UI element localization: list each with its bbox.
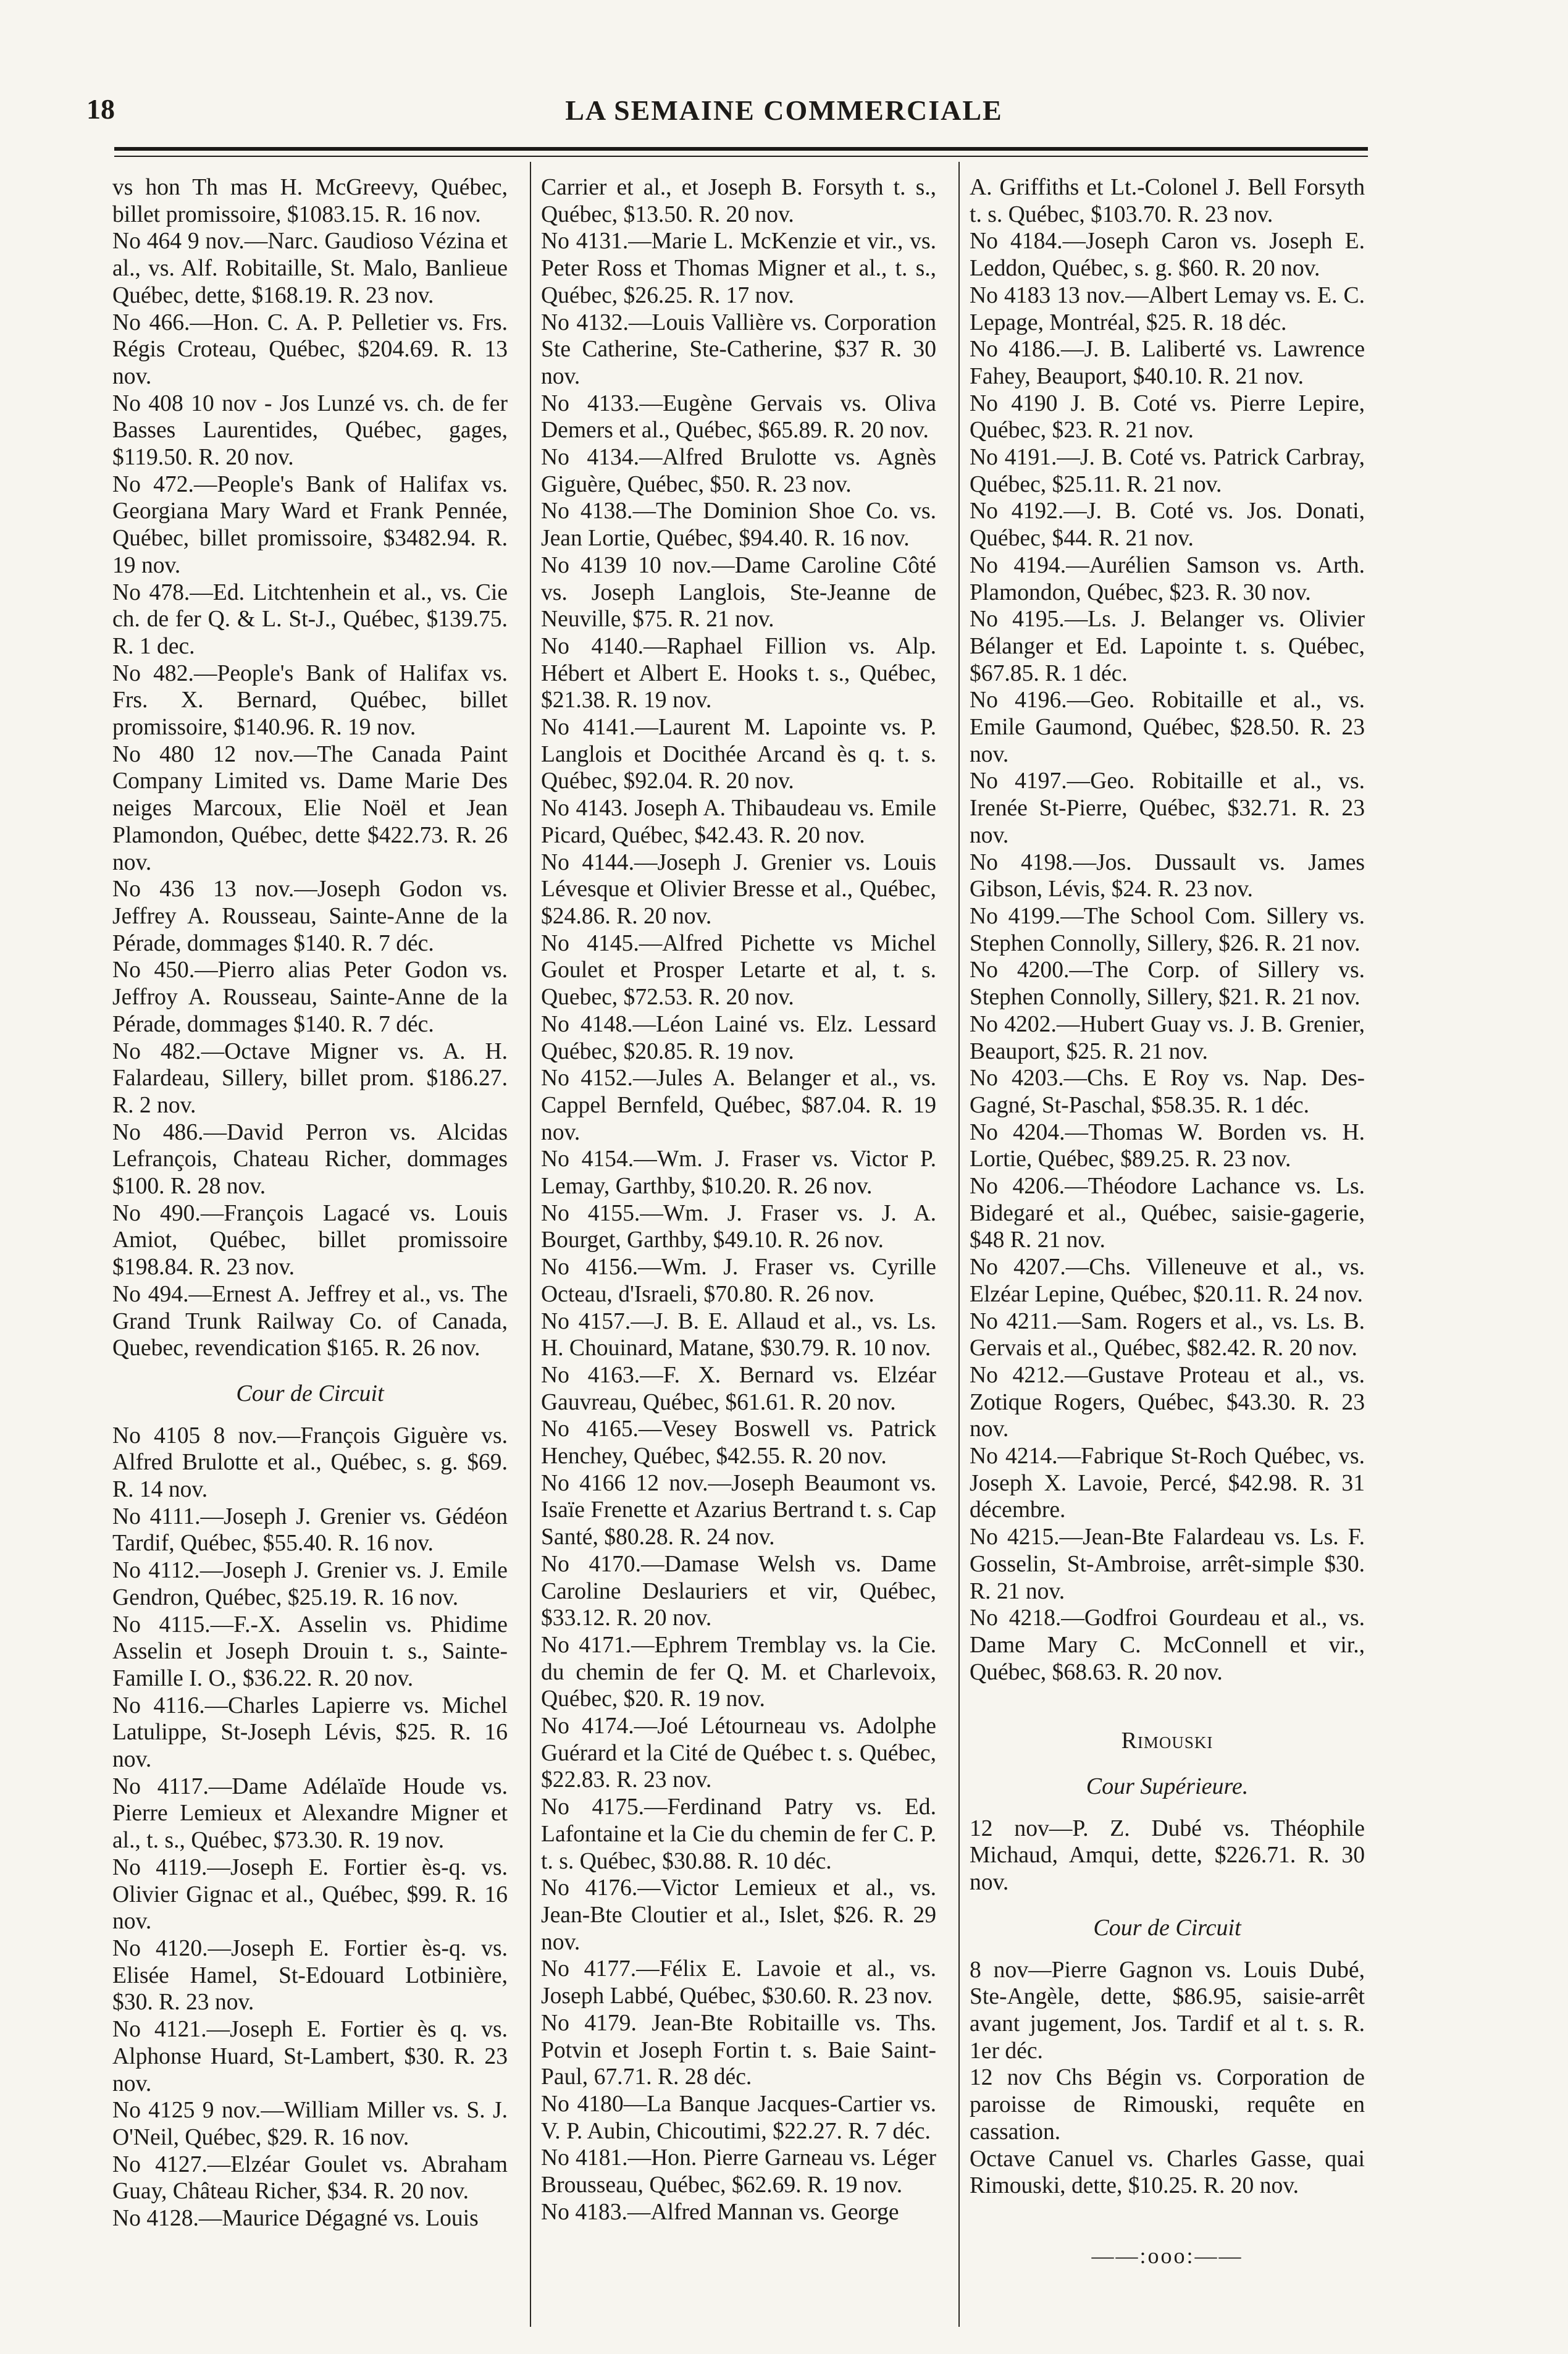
court-entry: No 4115.—F.-X. Asselin vs. Phidime Asselin et Joseph Drouin t. s., Sainte-Famille I. O., $36.22. R. 20 nov. — [112, 1612, 508, 1691]
column-1-entries-a — [112, 174, 508, 1362]
court-entry: No 4154.—Wm. J. Fraser vs. Victor P. Lemay, Garthby, $10.20. R. 26 nov. — [541, 1146, 936, 1200]
court-entry: No 4165.—Vesey Boswell vs. Patrick Henchey, Québec, $42.55. R. 20 nov. — [541, 1416, 936, 1469]
court-entry: No 4112.—Joseph J. Grenier vs. J. Emile Gendron, Québec, $25.19. R. 16 nov. — [112, 1558, 508, 1610]
court-entry: No 4204.—Thomas W. Borden vs. H. Lortie, Québec, $89.25. R. 23 nov. — [970, 1119, 1365, 1172]
court-entry: No 4183 13 nov.—Albert Lemay vs. E. C. Lepage, Montréal, $25. R. 18 déc. — [970, 282, 1365, 335]
journal-title: LA SEMAINE COMMERCIALE — [565, 95, 1003, 126]
court-entry: No 4177.—Félix E. Lavoie et al., vs. Joseph Labbé, Québec, $30.60. R. 23 nov. — [541, 1956, 936, 2009]
page-number: 18 — [86, 93, 115, 125]
court-entry: No 4194.—Aurélien Samson vs. Arth. Plamondon, Québec, $23. R. 30 nov. — [970, 552, 1365, 605]
court-entry: No 4125 9 nov.—William Miller vs. S. J. O'Neil, Québec, $29. R. 16 nov. — [112, 2098, 508, 2150]
court-entry: No 478.—Ed. Litchtenhein et al., vs. Cie ch. de fer Q. & L. St-J., Québec, $139.75. R. 1 dec. — [112, 579, 508, 659]
court-entry: No 4206.—Théodore Lachance vs. Ls. Bidegaré et al., Québec, saisie-gagerie, $48 R. 21 nov. — [970, 1174, 1365, 1253]
court-entry: No 482.—Octave Migner vs. A. H. Falardeau, Sillery, billet prom. $186.27. R. 2 nov. — [112, 1038, 508, 1118]
court-entry: No 4176.—Victor Lemieux et al., vs. Jean-Bte Cloutier et al., Islet, $26. R. 29 nov. — [541, 1875, 936, 1955]
court-entry: No 4192.—J. B. Coté vs. Jos. Donati, Québec, $44. R. 21 nov. — [970, 498, 1365, 552]
court-entry: vs hon Th mas H. McGreevy, Québec, billet promissoire, $1083.15. R. 16 nov. — [112, 175, 508, 227]
court-entry: No 4191.—J. B. Coté vs. Patrick Carbray, Québec, $25.11. R. 21 nov. — [970, 445, 1365, 497]
court-entry: 12 nov Chs Bégin vs. Corporation de paroisse de Rimouski, requête en cassation. — [970, 2065, 1365, 2145]
court-entry: Carrier et al., et Joseph B. Forsyth t. s., Québec, $13.50. R. 20 nov. — [541, 175, 936, 227]
court-entry: No 4121.—Joseph E. Fortier ès q. vs. Alphonse Huard, St-Lambert, $30. R. 23 nov. — [112, 2017, 508, 2096]
court-entry: No 4215.—Jean-Bte Falardeau vs. Ls. F. Gosselin, St-Ambroise, arrêt-simple $30. R. 21 nov. — [970, 1524, 1365, 1604]
court-entry: No 436 13 nov.—Joseph Godon vs. Jeffrey A. Rousseau, Sainte-Anne de la Pérade, dommages $140. R. 7 déc. — [112, 876, 508, 956]
court-entry: No 4179. Jean-Bte Robitaille vs. Ths. Potvin et Joseph Fortin t. s. Baie Saint-Paul, 67.71. R. 28 déc. — [541, 2010, 936, 2090]
court-entry: No 4117.—Dame Adélaïde Houde vs. Pierre Lemieux et Alexandre Migner et al., t. s., Québec, $73.30. R. 19 nov. — [112, 1773, 508, 1854]
court-entry: No 4175.—Ferdinand Patry vs. Ed. Lafontaine et la Cie du chemin de fer C. P. t. s. Québec, $30.88. R. 10 déc. — [541, 1794, 936, 1874]
court-entry: No 4134.—Alfred Brulotte vs. Agnès Giguère, Québec, $50. R. 23 nov. — [541, 445, 936, 497]
court-entry: No 4195.—Ls. J. Belanger vs. Olivier Bélanger et Ed. Lapointe t. s. Québec, $67.85. R. 1 déc. — [970, 607, 1365, 686]
court-entry: No 482.—People's Bank of Halifax vs. Frs. X. Bernard, Québec, billet promissoire, $140.96. R. 19 nov. — [112, 660, 508, 741]
court-entry: A. Griffiths et Lt.-Colonel J. Bell Forsyth t. s. Québec, $103.70. R. 23 nov. — [970, 175, 1365, 227]
court-entry: No 4133.—Eugène Gervais vs. Oliva Demers et al., Québec, $65.89. R. 20 nov. — [541, 390, 936, 443]
court-entry: No 4143. Joseph A. Thibaudeau vs. Emile Picard, Québec, $42.43. R. 20 nov. — [541, 796, 936, 848]
court-entry: No 408 10 nov - Jos Lunzé vs. ch. de fer Basses Laurentides, Québec, gages, $119.50. R. 20 nov. — [112, 390, 508, 471]
court-entry: No 4207.—Chs. Villeneuve et al., vs. Elzéar Lepine, Québec, $20.11. R. 24 nov. — [970, 1255, 1365, 1307]
court-entry: No 4140.—Raphael Fillion vs. Alp. Hébert et Albert E. Hooks t. s., Québec, $21.38. R. 19 nov. — [541, 633, 936, 713]
court-entry: No 4116.—Charles Lapierre vs. Michel Latulippe, St-Joseph Lévis, $25. R. 16 nov. — [112, 1692, 508, 1773]
court-entry: No 4156.—Wm. J. Fraser vs. Cyrille Octeau, d'Israeli, $70.80. R. 26 nov. — [541, 1255, 936, 1307]
column-3-entries-b — [970, 1815, 1365, 1896]
court-entry: No 4131.—Marie L. McKenzie et vir., vs. Peter Ross et Thomas Migner et al., t. s., Québec, $26.25. R. 17 nov. — [541, 229, 936, 308]
column-divider-2 — [958, 162, 960, 2327]
court-entry: No 450.—Pierro alias Peter Godon vs. Jeffroy A. Rousseau, Sainte-Anne de la Pérade, dommages $140. R. 7 déc. — [112, 957, 508, 1037]
column-3-entries-c — [970, 1957, 1365, 2200]
court-entry: No 4181.—Hon. Pierre Garneau vs. Léger Brousseau, Québec, $62.69. R. 19 nov. — [541, 2145, 936, 2198]
court-entry: 8 nov—Pierre Gagnon vs. Louis Dubé, Ste-Angèle, dette, $86.95, saisie-arrêt avant jugement, Jos. Tardif et al t. s. R. 1er déc. — [970, 1957, 1365, 2064]
court-entry: No 4200.—The Corp. of Sillery vs. Stephen Connolly, Sillery, $21. R. 21 nov. — [970, 957, 1365, 1011]
court-entry: No 4157.—J. B. E. Allaud et al., vs. Ls. H. Chouinard, Matane, $30.79. R. 10 nov. — [541, 1308, 936, 1361]
court-entry: No 4111.—Joseph J. Grenier vs. Gédéon Tardif, Québec, $55.40. R. 16 nov. — [112, 1503, 508, 1557]
court-entry: No 4211.—Sam. Rogers et al., vs. Ls. B. Gervais et al., Québec, $82.42. R. 20 nov. — [970, 1308, 1365, 1361]
court-entry: No 4105 8 nov.—François Giguère vs. Alfred Brulotte et al., Québec, s. g. $69. R. 14 nov. — [112, 1423, 508, 1503]
court-entry: No 4197.—Geo. Robitaille et al., vs. Irenée St-Pierre, Québec, $32.71. R. 23 nov. — [970, 768, 1365, 848]
column-2 — [541, 174, 936, 2226]
section-heading-cour-de-circuit: Cour de Circuit — [236, 1380, 384, 1406]
court-entry: No 4180—La Banque Jacques-Cartier vs. V. P. Aubin, Chicoutimi, $22.27. R. 7 déc. — [541, 2091, 936, 2144]
court-entry: No 4145.—Alfred Pichette vs Michel Goulet et Prosper Letarte et al, t. s. Quebec, $72.53. R. 20 nov. — [541, 930, 936, 1011]
court-entry: No 494.—Ernest A. Jeffrey et al., vs. The Grand Trunk Railway Co. of Canada, Quebec, revendication $165. R. 26 nov. — [112, 1281, 508, 1361]
court-entry: No 4184.—Joseph Caron vs. Joseph E. Leddon, Québec, s. g. $60. R. 20 nov. — [970, 229, 1365, 282]
court-entry: No 480 12 nov.—The Canada Paint Company Limited vs. Dame Marie Des neiges Marcoux, Elie Noël et Jean Plamondon, Québec, dette $422.73. R. 26 nov. — [112, 741, 508, 875]
court-entry: No 4138.—The Dominion Shoe Co. vs. Jean Lortie, Québec, $94.40. R. 16 nov. — [541, 498, 936, 552]
court-entry: No 4174.—Joé Létourneau vs. Adolphe Guérard et la Cité de Québec t. s. Québec, $22.83. R. 23 nov. — [541, 1713, 936, 1793]
court-entry: No 4170.—Damase Welsh vs. Dame Caroline Deslauriers et vir, Québec, $33.12. R. 20 nov. — [541, 1551, 936, 1631]
court-entry: No 4199.—The School Com. Sillery vs. Stephen Connolly, Sillery, $26. R. 21 nov. — [970, 903, 1365, 956]
column-divider-1 — [530, 162, 531, 2327]
court-entry: No 4128.—Maurice Dégagné vs. Louis — [112, 2206, 479, 2232]
column-1-entries-b — [112, 1423, 508, 2232]
court-entry: No 4148.—Léon Lainé vs. Elz. Lessard Québec, $20.85. R. 19 nov. — [541, 1011, 936, 1064]
court-entry: No 4186.—J. B. Laliberté vs. Lawrence Fahey, Beauport, $40.10. R. 21 nov. — [970, 337, 1365, 389]
court-entry: No 4218.—Godfroi Gourdeau et al., vs. Dame Mary C. McConnell et vir., Québec, $68.63. R. 20 nov. — [970, 1605, 1365, 1685]
court-entry: No 4196.—Geo. Robitaille et al., vs. Emile Gaumond, Québec, $28.50. R. 23 nov. — [970, 687, 1365, 767]
court-entry: No 4203.—Chs. E Roy vs. Nap. Des-Gagné, St-Paschal, $58.35. R. 1 déc. — [970, 1066, 1365, 1118]
court-entry: No 4190 J. B. Coté vs. Pierre Lepire, Québec, $23. R. 21 nov. — [970, 390, 1365, 443]
court-entry: No 4119.—Joseph E. Fortier ès-q. vs. Olivier Gignac et al., Québec, $99. R. 16 nov. — [112, 1854, 508, 1935]
court-entry: No 4183.—Alfred Mannan vs. George — [541, 2199, 899, 2225]
court-entry: No 4166 12 nov.—Joseph Beaumont vs. Isaïe Frenette et Azarius Bertrand t. s. Cap Santé, $80.28. R. 24 nov. — [541, 1470, 936, 1550]
place-heading-rimouski: Rimouski — [1121, 1728, 1214, 1754]
column-3 — [970, 174, 1365, 2270]
court-entry: No 4198.—Jos. Dussault vs. James Gibson, Lévis, $24. R. 23 nov. — [970, 849, 1365, 902]
court-entry: No 4152.—Jules A. Belanger et al., vs. Cappel Bernfeld, Québec, $87.04. R. 19 nov. — [541, 1066, 936, 1145]
court-entry: No 4212.—Gustave Proteau et al., vs. Zotique Rogers, Québec, $43.30. R. 23 nov. — [970, 1362, 1365, 1442]
court-entry: No 464 9 nov.—Narc. Gaudioso Vézina et al., vs. Alf. Robitaille, St. Malo, Banlieue Québec, dette, $168.19. R. 23 nov. — [112, 229, 508, 308]
court-entry: No 4139 10 nov.—Dame Caroline Côté vs. Joseph Langlois, Ste-Jeanne de Neuville, $75. R. 21 nov. — [541, 552, 936, 633]
end-ornament: ——:ooo:—— — [1091, 2243, 1243, 2268]
court-entry: No 4214.—Fabrique St-Roch Québec, vs. Joseph X. Lavoie, Percé, $42.98. R. 31 décembre. — [970, 1444, 1365, 1523]
court-entry: No 4144.—Joseph J. Grenier vs. Louis Lévesque et Olivier Bresse et al., Québec, $24.86. R. 20 nov. — [541, 849, 936, 929]
column-3-entries-a — [970, 174, 1365, 1686]
court-entry: No 4171.—Ephrem Tremblay vs. la Cie. du chemin de fer Q. M. et Charlevoix, Québec, $20. R. 19 nov. — [541, 1632, 936, 1712]
header-rule-thick — [114, 147, 1368, 151]
court-entry: No 466.—Hon. C. A. P. Pelletier vs. Frs. Régis Croteau, Québec, $204.69. R. 13 nov. — [112, 309, 508, 389]
court-entry: No 490.—François Lagacé vs. Louis Amiot, Québec, billet promissoire $198.84. R. 23 nov. — [112, 1200, 508, 1280]
column-1 — [112, 174, 508, 2232]
column-2-entries — [541, 174, 936, 2226]
section-heading-cour-de-circuit-rimouski: Cour de Circuit — [1093, 1914, 1241, 1941]
court-entry: No 4132.—Louis Vallière vs. Corporation Ste Catherine, Ste-Catherine, $37 R. 30 nov. — [541, 309, 936, 389]
court-entry: No 4127.—Elzéar Goulet vs. Abraham Guay, Château Richer, $34. R. 20 nov. — [112, 2151, 508, 2205]
court-entry: 12 nov—P. Z. Dubé vs. Théophile Michaud, Amqui, dette, $226.71. R. 30 nov. — [970, 1815, 1365, 1896]
court-entry: No 472.—People's Bank of Halifax vs. Georgiana Mary Ward et Frank Pennée, Québec, billet promissoire, $3482.94. R. 19 nov. — [112, 471, 508, 578]
court-entry: Octave Canuel vs. Charles Gasse, quai Rimouski, dette, $10.25. R. 20 nov. — [970, 2146, 1365, 2199]
section-heading-cour-superieure: Cour Supérieure. — [1086, 1773, 1249, 1800]
court-entry: No 4155.—Wm. J. Fraser vs. J. A. Bourget, Garthby, $49.10. R. 26 nov. — [541, 1200, 936, 1253]
court-entry: No 486.—David Perron vs. Alcidas Lefrançois, Chateau Richer, dommages $100. R. 28 nov. — [112, 1119, 508, 1200]
header-rule-thin — [114, 156, 1368, 157]
court-entry: No 4120.—Joseph E. Fortier ès-q. vs. Elisée Hamel, St-Edouard Lotbinière, $30. R. 23 nov. — [112, 1936, 508, 2016]
court-entry: No 4163.—F. X. Bernard vs. Elzéar Gauvreau, Québec, $61.61. R. 20 nov. — [541, 1362, 936, 1415]
court-entry: No 4141.—Laurent M. Lapointe vs. P. Langlois et Docithée Arcand ès q. t. s. Québec, $92.04. R. 20 nov. — [541, 715, 936, 794]
court-entry: No 4202.—Hubert Guay vs. J. B. Grenier, Beauport, $25. R. 21 nov. — [970, 1011, 1365, 1064]
